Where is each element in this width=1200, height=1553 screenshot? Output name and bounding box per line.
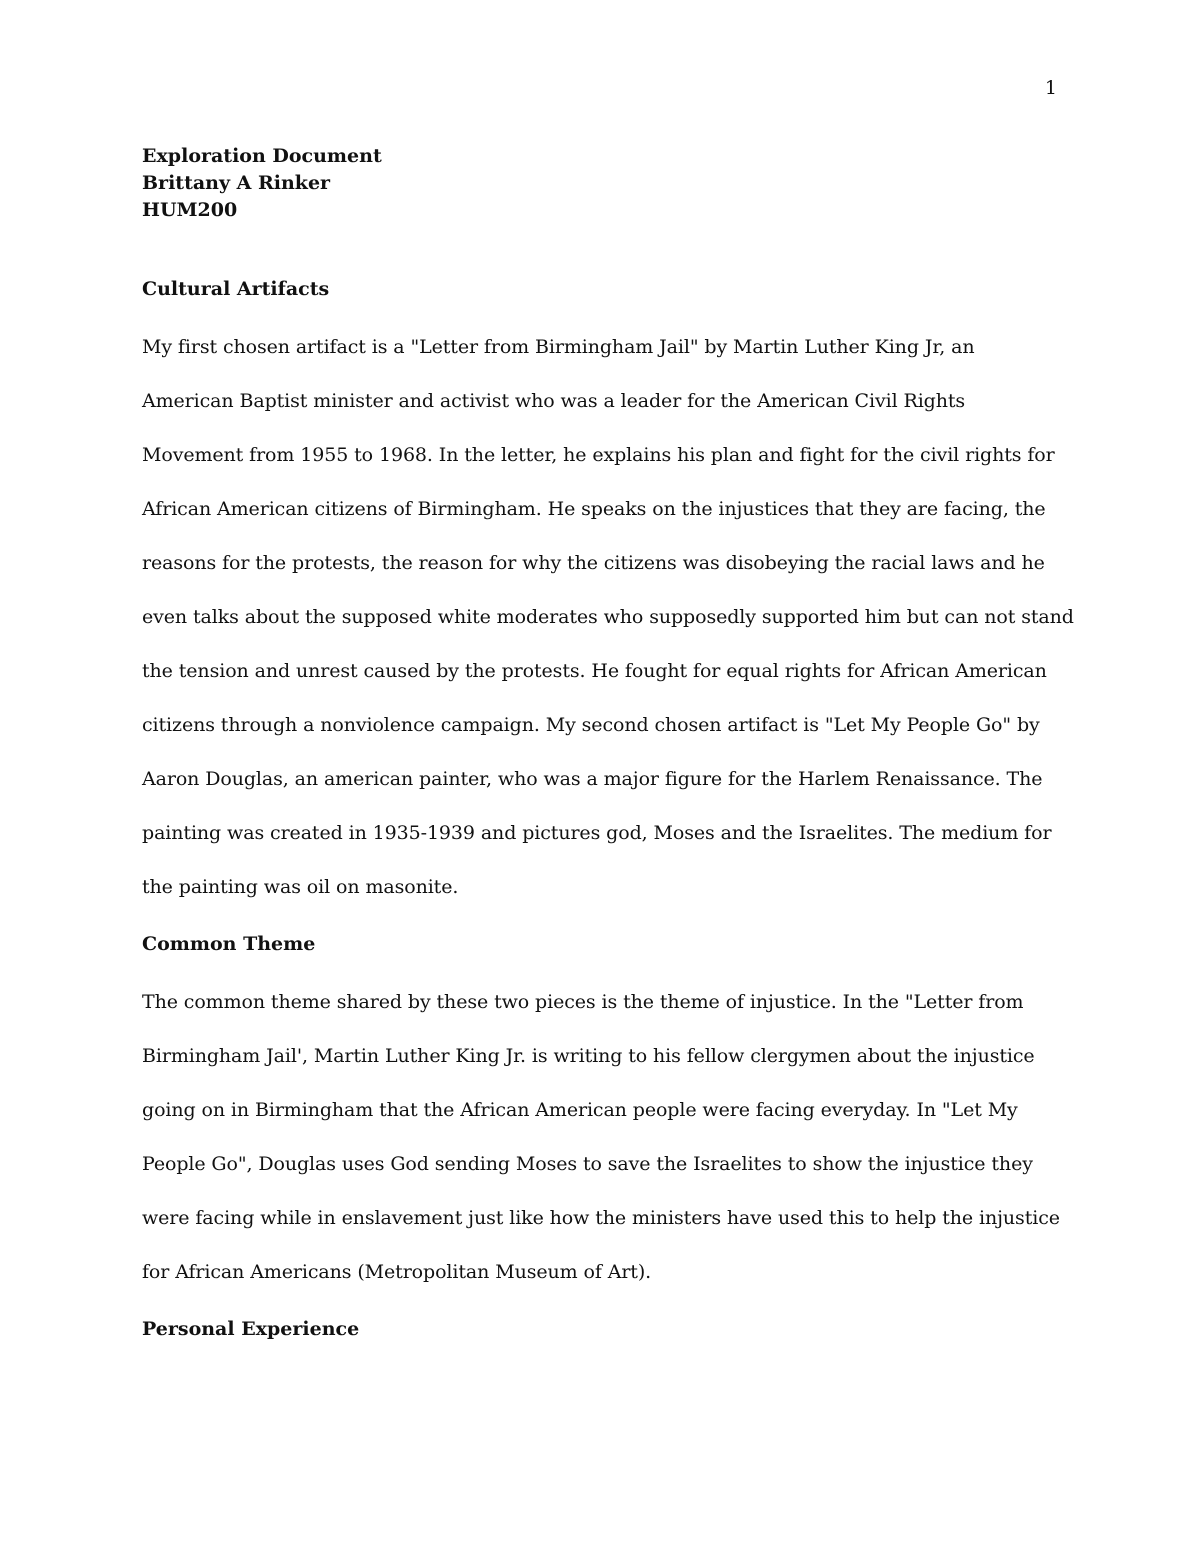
text-line: People Go", Douglas uses God sending Moses to save the Israelites to show the injustice they <box>142 1153 1033 1175</box>
text-line: American Baptist minister and activist who was a leader for the American Civil Rights <box>142 390 966 412</box>
author-name: Brittany A Rinker <box>142 172 331 194</box>
text-line: going on in Birmingham that the African American people were facing everyday. In "Let My <box>142 1099 1018 1121</box>
paragraph-cultural-artifacts <box>142 320 1074 914</box>
text-line: My first chosen artifact is a "Letter from Birmingham Jail" by Martin Luther King Jr, an <box>142 336 975 358</box>
heading-cultural-artifacts: Cultural Artifacts <box>142 278 330 300</box>
text-line: Movement from 1955 to 1968. In the letter, he explains his plan and fight for the civil rights for <box>142 444 1055 466</box>
course-code: HUM200 <box>142 199 238 221</box>
text-line: African American citizens of Birmingham. He speaks on the injustices that they are facing, the <box>142 498 1046 520</box>
text-line: reasons for the protests, the reason for why the citizens was disobeying the racial laws and he <box>142 552 1045 574</box>
text-line: citizens through a nonviolence campaign. My second chosen artifact is "Let My People Go" by <box>142 714 1040 736</box>
text-line: even talks about the supposed white moderates who supposedly supported him but can not stand <box>142 606 1074 628</box>
paragraph-common-theme <box>142 975 1058 1299</box>
page-number: 1 <box>1044 77 1057 99</box>
heading-personal-experience: Personal Experience <box>142 1318 360 1340</box>
text-line: were facing while in enslavement just like how the ministers have used this to help the injustice <box>142 1207 1060 1229</box>
text-line: painting was created in 1935-1939 and pictures god, Moses and the Israelites. The medium for <box>142 822 1052 844</box>
document-body <box>142 143 1074 1343</box>
text-line: Birmingham Jail', Martin Luther King Jr. is writing to his fellow clergymen about the injustice <box>142 1045 1035 1067</box>
text-line: Aaron Douglas, an american painter, who was a major figure for the Harlem Renaissance. The <box>142 768 1043 790</box>
text-line: for African Americans (Metropolitan Museum of Art). <box>142 1261 652 1283</box>
document-title: Exploration Document <box>142 145 382 167</box>
text-line: the tension and unrest caused by the protests. He fought for equal rights for African American <box>142 660 1047 682</box>
heading-common-theme: Common Theme <box>142 933 316 955</box>
text-line: The common theme shared by these two pieces is the theme of injustice. In the "Letter from <box>142 991 1024 1013</box>
text-line: the painting was oil on masonite. <box>142 876 459 898</box>
